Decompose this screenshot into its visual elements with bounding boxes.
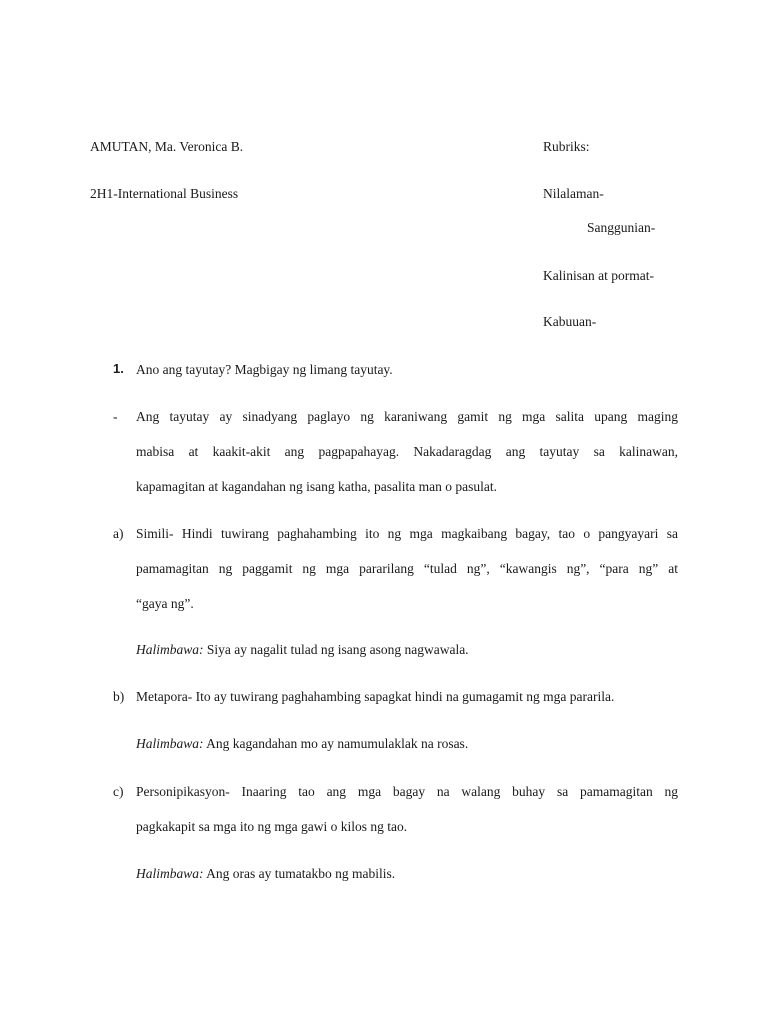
item-c-marker: c) <box>113 784 124 799</box>
item-b-line: Metapora- Ito ay tuwirang paghahambing sapagkat hindi na gumagamit ng mga pararila. <box>136 689 615 704</box>
rubric-item-sanggunian: Sanggunian- <box>587 220 656 235</box>
definition-marker: - <box>113 409 118 424</box>
rubric-item-kabuuan: Kabuuan- <box>543 314 597 329</box>
example-label: Halimbawa: <box>136 866 204 881</box>
definition-line: Ang tayutay ay sinadyang paglayo ng karaniwang gamit ng mga salita upang maging <box>136 409 678 424</box>
rubric-item-kalinisan: Kalinisan at pormat- <box>543 268 654 283</box>
item-b-marker: b) <box>113 689 125 704</box>
item-a-paragraph <box>136 516 678 621</box>
item-c-example <box>136 866 395 882</box>
item-c-paragraph <box>136 774 678 844</box>
item-a-line: Simili- Hindi tuwirang paghahambing ito ng mga magkaibang bagay, tao o pangyayari sa <box>136 526 678 541</box>
student-name: AMUTAN, Ma. Veronica B. <box>90 139 244 154</box>
example-text: Ang kagandahan mo ay namumulaklak na rosas. <box>206 736 469 751</box>
example-label: Halimbawa: <box>136 736 204 751</box>
question-text: Ano ang tayutay? Magbigay ng limang tayutay. <box>136 362 393 377</box>
item-b-example <box>136 736 468 752</box>
definition-line: kapamagitan at kagandahan ng isang katha, pasalita man o pasulat. <box>136 479 497 494</box>
item-c-line: pagkakapit sa mga ito ng mga gawi o kilos ng tao. <box>136 819 408 834</box>
student-section: 2H1-International Business <box>90 186 239 201</box>
definition-line: mabisa at kaakit-akit ang pagpapahayag. Nakadaragdag ang tayutay sa kalinawan, <box>136 444 678 459</box>
item-c-line: Personipikasyon- Inaaring tao ang mga bagay na walang buhay sa pamamagitan ng <box>136 784 678 799</box>
rubric-item-nilalaman: Nilalaman- <box>543 186 604 201</box>
example-text: Siya ay nagalit tulad ng isang asong nagwawala. <box>206 642 469 657</box>
item-a-line: pamamagitan ng paggamit ng mga pararilang “tulad ng”, “kawangis ng”, “para ng” at <box>136 561 678 576</box>
item-a-line: “gaya ng”. <box>136 596 194 611</box>
definition-paragraph <box>136 399 678 504</box>
example-text: Ang oras ay tumatakbo ng mabilis. <box>206 866 396 881</box>
item-a-example <box>136 642 469 658</box>
example-label: Halimbawa: <box>136 642 204 657</box>
item-a-marker: a) <box>113 526 124 541</box>
question-number: 1. <box>113 361 124 376</box>
rubrics-title: Rubriks: <box>543 139 590 154</box>
